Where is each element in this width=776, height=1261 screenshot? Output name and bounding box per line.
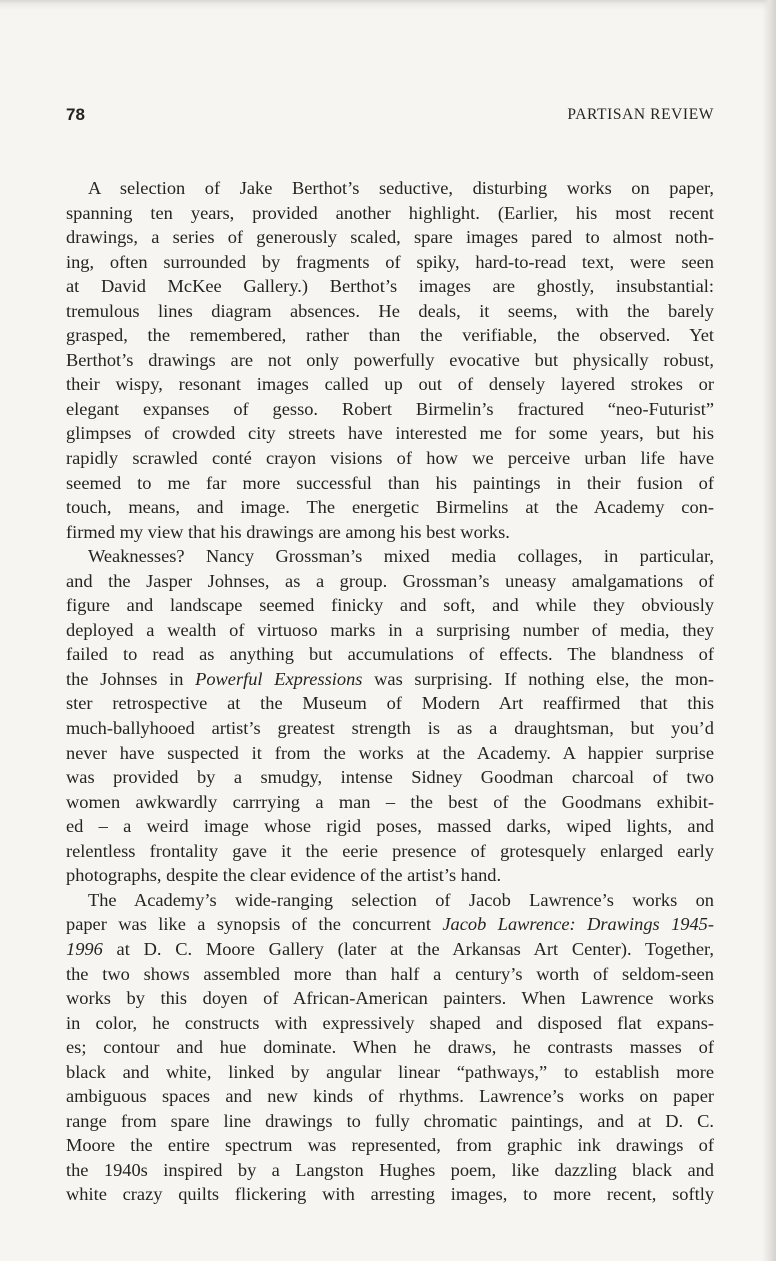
text-line — [66, 176, 714, 201]
text-line — [66, 1060, 714, 1085]
text-line — [66, 397, 714, 422]
text-segment: tremulous lines diagram absences. He deals, it seems, with the barely — [66, 300, 714, 321]
text-line — [66, 323, 714, 348]
text-line — [66, 348, 714, 373]
text-line — [66, 446, 714, 471]
text-segment: Weaknesses? Nancy Grossman’s mixed media collages, in particular, — [88, 546, 714, 567]
text-line — [66, 421, 714, 446]
text-line — [66, 691, 714, 716]
text-line — [66, 250, 714, 275]
text-line — [66, 839, 714, 864]
text-line — [66, 1084, 714, 1109]
text-segment: much-ballyhooed artist’s greatest strength is as a draughtsman, but you’d — [66, 718, 714, 739]
text-segment: rapidly scrawled conté crayon visions of how we perceive urban life have — [66, 448, 714, 469]
text-segment: white crazy quilts flickering with arresting images, to more recent, softly — [66, 1184, 714, 1205]
text-line — [66, 274, 714, 299]
text-line — [66, 962, 714, 987]
text-line — [66, 912, 714, 937]
page-number: 78 — [66, 105, 85, 124]
text-line — [66, 790, 714, 815]
text-line — [66, 569, 714, 594]
text-segment: ambiguous spaces and new kinds of rhythms. Lawrence’s works on paper — [66, 1086, 714, 1107]
text-segment: touch, means, and image. The energetic Birmelins at the Academy con- — [66, 497, 714, 518]
text-segment: works by this doyen of African-American painters. When Lawrence works — [66, 988, 714, 1009]
text-segment: in color, he constructs with expressively shaped and disposed flat expans- — [66, 1012, 714, 1033]
italic-title: 1996 — [66, 938, 103, 959]
text-segment: paper was like a synopsis of the concurrent — [66, 914, 443, 935]
text-line — [66, 544, 714, 569]
text-line — [66, 642, 714, 667]
text-segment: range from spare line drawings to fully chromatic paintings, and at D. C. — [66, 1110, 714, 1131]
text-line — [66, 863, 714, 888]
text-line — [66, 937, 714, 962]
text-line — [66, 1035, 714, 1060]
text-line — [66, 741, 714, 766]
text-segment: was provided by a smudgy, intense Sidney Goodman charcoal of two — [66, 767, 714, 788]
text-line — [66, 520, 714, 545]
text-segment: never have suspected it from the works at the Academy. A happier surprise — [66, 742, 714, 763]
text-line — [66, 1182, 714, 1207]
text-segment: the two shows assembled more than half a century’s worth of seldom-seen — [66, 963, 714, 984]
text-segment: spanning ten years, provided another highlight. (Earlier, his most recent — [66, 202, 714, 223]
text-segment: ed – a weird image whose rigid poses, massed darks, wiped lights, and — [66, 816, 714, 837]
text-line — [66, 765, 714, 790]
text-line — [66, 618, 714, 643]
text-segment: at D. C. Moore Gallery (later at the Arkansas Art Center). Together, — [102, 938, 714, 959]
journal-title: PARTISAN REVIEW — [567, 106, 714, 123]
italic-title: Jacob Lawrence: Drawings 1945- — [442, 914, 714, 935]
text-segment: The Academy’s wide-ranging selection of Jacob Lawrence’s works on — [88, 889, 714, 910]
text-segment: figure and landscape seemed finicky and soft, and while they obviously — [66, 595, 714, 616]
running-head — [66, 103, 714, 127]
text-segment: ster retrospective at the Museum of Modern Art reaffirmed that this — [66, 693, 714, 714]
text-segment: was surprising. If nothing else, the mon- — [362, 668, 714, 689]
text-line — [66, 1133, 714, 1158]
text-line — [66, 495, 714, 520]
text-line — [66, 1158, 714, 1183]
text-segment: drawings, a series of generously scaled, spare images pared to almost noth- — [66, 227, 714, 248]
text-segment: the Johnses in — [66, 668, 196, 689]
text-line — [66, 888, 714, 913]
text-segment: and the Jasper Johnses, as a group. Grossman’s uneasy amalgamations of — [66, 570, 714, 591]
text-segment: the 1940s inspired by a Langston Hughes poem, like dazzling black and — [66, 1159, 714, 1180]
text-line — [66, 299, 714, 324]
text-segment: es; contour and hue dominate. When he draws, he contrasts masses of — [66, 1037, 714, 1058]
text-segment: black and white, linked by angular linear “pathways,” to establish more — [66, 1061, 714, 1082]
text-line — [66, 716, 714, 741]
text-segment: Moore the entire spectrum was represented, from graphic ink drawings of — [66, 1135, 714, 1156]
text-line — [66, 225, 714, 250]
text-segment: grasped, the remembered, rather than the verifiable, the observed. Yet — [66, 325, 714, 346]
text-line — [66, 201, 714, 226]
article-body — [66, 176, 714, 1207]
text-segment: glimpses of crowded city streets have interested me for some years, but his — [66, 423, 714, 444]
text-segment: Berthot’s drawings are not only powerfully evocative but physically robust, — [66, 349, 714, 370]
text-segment: at David McKee Gallery.) Berthot’s images are ghostly, insubstantial: — [66, 276, 714, 297]
text-segment: elegant expanses of gesso. Robert Birmelin’s fractured “neo-Futurist” — [66, 398, 714, 419]
text-segment: seemed to me far more successful than his paintings in their fusion of — [66, 472, 714, 493]
text-line — [66, 667, 714, 692]
text-segment: photographs, despite the clear evidence of the artist’s hand. — [66, 865, 502, 886]
text-line — [66, 986, 714, 1011]
text-segment: ing, often surrounded by fragments of spiky, hard-to-read text, were seen — [66, 251, 714, 272]
text-line — [66, 814, 714, 839]
text-line — [66, 471, 714, 496]
text-segment: failed to read as anything but accumulations of effects. The blandness of — [66, 644, 714, 665]
text-segment: women awkwardly carrrying a man – the best of the Goodmans exhibit- — [66, 791, 714, 812]
text-segment: A selection of Jake Berthot’s seductive, disturbing works on paper, — [88, 178, 714, 198]
text-segment: firmed my view that his drawings are among his best works. — [66, 521, 510, 542]
text-line — [66, 1109, 714, 1134]
italic-title: Powerful Expressions — [195, 668, 363, 689]
text-segment: relentless frontality gave it the eerie presence of grotesquely enlarged early — [66, 840, 714, 861]
text-line — [66, 1011, 714, 1036]
page-top-edge-shadow — [0, 0, 776, 10]
text-line — [66, 372, 714, 397]
page-right-edge-shadow — [762, 0, 776, 1261]
text-line — [66, 593, 714, 618]
text-segment: deployed a wealth of virtuoso marks in a surprising number of media, they — [66, 619, 714, 640]
text-segment: their wispy, resonant images called up out of densely layered strokes or — [66, 374, 714, 395]
